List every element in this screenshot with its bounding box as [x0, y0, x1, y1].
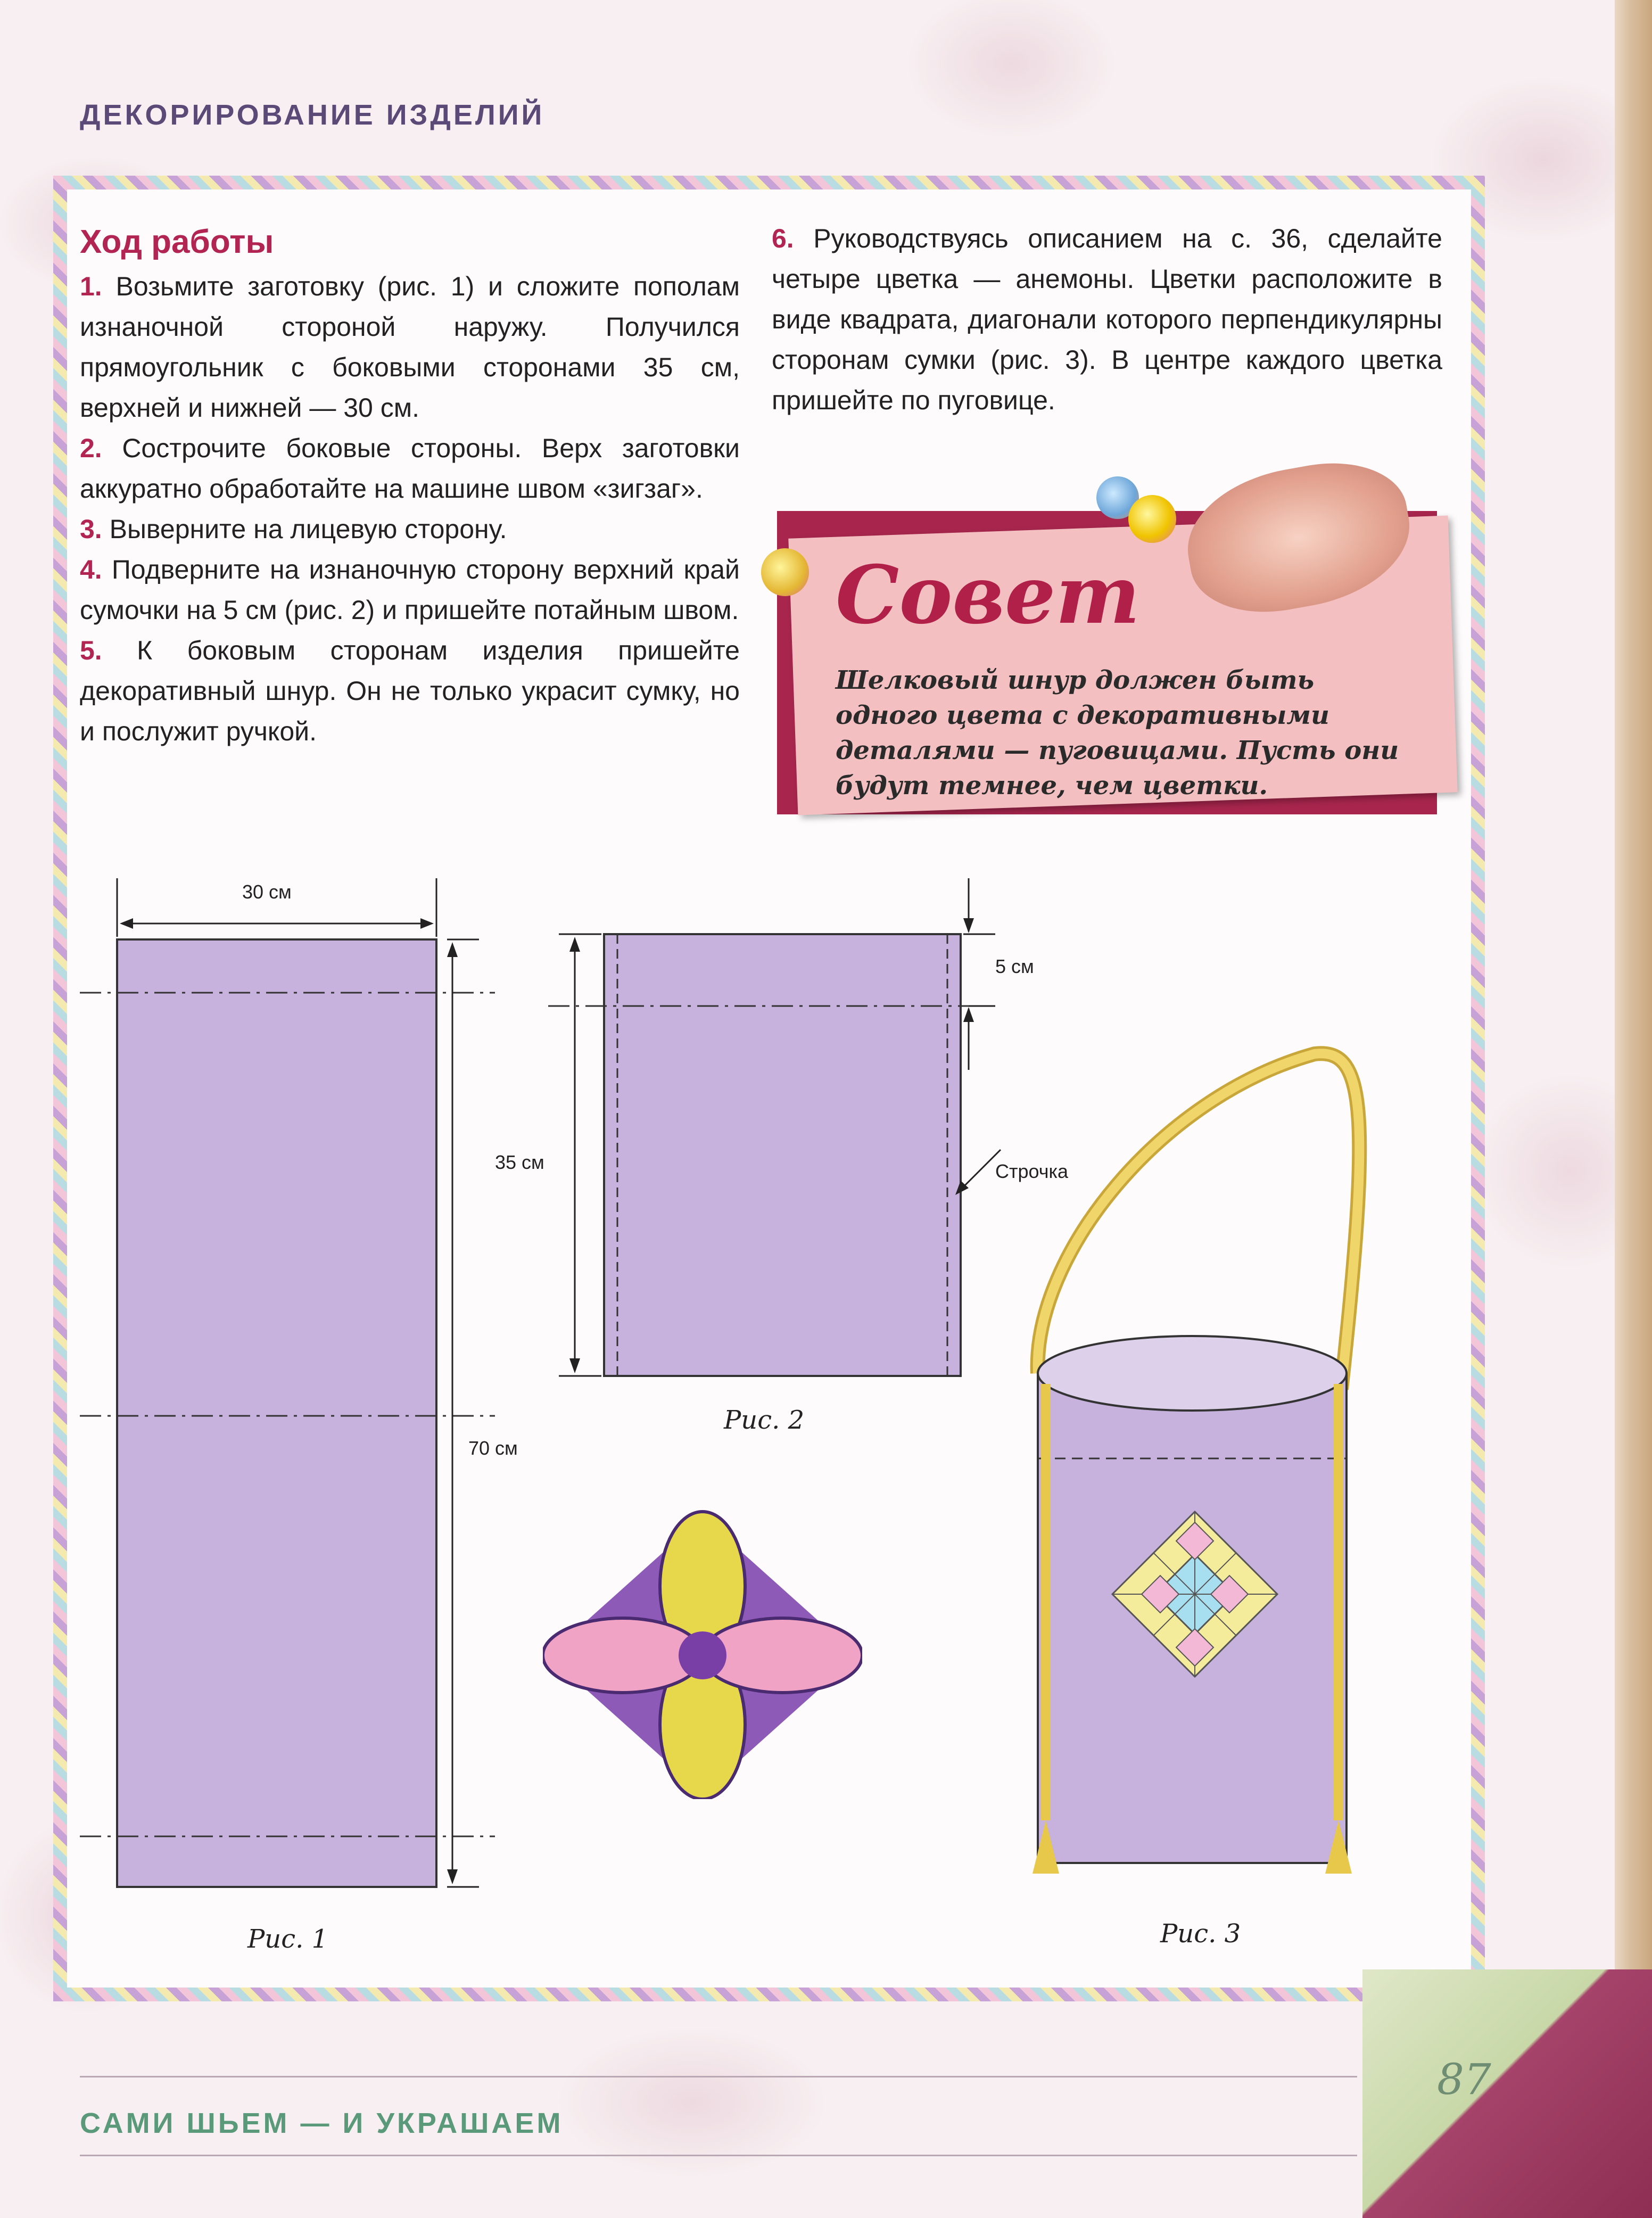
fig1-width-label: 30 см — [242, 881, 292, 903]
fig1-caption: Рис. 1 — [247, 1924, 328, 1954]
step-text: Выверните на лицевую сторону. — [109, 514, 507, 544]
figure-3-bag — [1001, 1043, 1405, 1906]
step-4 — [80, 549, 740, 630]
bead-image — [1128, 495, 1176, 543]
section-title: Ход работы — [80, 224, 274, 260]
page-footer: САМИ ШЬЕМ — И УКРАШАЕМ — [80, 2107, 564, 2139]
step-1 — [80, 266, 740, 428]
step-number: 1. — [80, 271, 102, 301]
step-number: 2. — [80, 433, 102, 463]
anemone-flower-image — [543, 1506, 862, 1799]
fig1-height-label: 70 см — [468, 1437, 518, 1459]
step-text: Сострочите боковые стороны. Верх заготовки аккуратно обработайте на машине швом «зигзаг». — [80, 433, 740, 504]
step-text: Подверните на изнаночную сторону верхний край сумочки на 5 см (рис. 2) и пришейте потайным швом. — [80, 555, 740, 625]
fig2-caption: Рис. 2 — [724, 1405, 805, 1435]
book-spine — [1615, 0, 1652, 2218]
footer-rule — [80, 2076, 1357, 2077]
bead-image — [761, 548, 809, 596]
figure-1-pattern — [75, 873, 511, 1911]
step-5 — [80, 630, 740, 752]
fig2-seam-label: Строчка — [995, 1160, 1069, 1182]
page-number: 87 — [1437, 2055, 1491, 2104]
step-number: 3. — [80, 514, 102, 544]
page-header: ДЕКОРИРОВАНИЕ ИЗДЕЛИЙ — [80, 99, 545, 131]
figure-2-pattern — [538, 873, 1017, 1395]
fig2-fold-label: 5 см — [995, 955, 1034, 977]
instructions-left-column — [80, 218, 740, 752]
step-number: 5. — [80, 636, 102, 665]
page-corner-decoration — [1362, 1969, 1652, 2218]
step-text: Руководствуясь описанием на с. 36, сделайте четыре цветка — анемоны. Цветки расположите в виде квадрата, диагонали которого перпендикулярны сторонам сумки (рис. 3). В центре каждого цветка пришейте по пуговице. — [772, 224, 1442, 415]
step-number: 6. — [772, 224, 794, 253]
step-text: Возьмите заготовку (рис. 1) и сложите пополам изнаночной стороной наружу. Получился прямоугольник с боковыми сторонами 35 см, верхней и нижней — 30 см. — [80, 271, 740, 423]
footer-rule — [80, 2155, 1357, 2156]
step-text: К боковым сторонам изделия пришейте декоративный шнур. Он не только украсит сумку, но и послужит ручкой. — [80, 636, 740, 746]
fig3-caption: Рис. 3 — [1160, 1919, 1241, 1949]
step-3 — [80, 509, 740, 549]
step-number: 4. — [80, 555, 102, 584]
tip-text: Шелковый шнур должен быть одного цвета с декоративными деталями — пуговицами. Пусть они будут темнее, чем цветки. — [836, 665, 1399, 801]
step-6 — [772, 218, 1442, 420]
instructions-right-column — [772, 218, 1442, 420]
tip-title: Совет — [836, 548, 1141, 642]
fig2-height-label: 35 см — [495, 1151, 544, 1173]
step-2 — [80, 428, 740, 509]
